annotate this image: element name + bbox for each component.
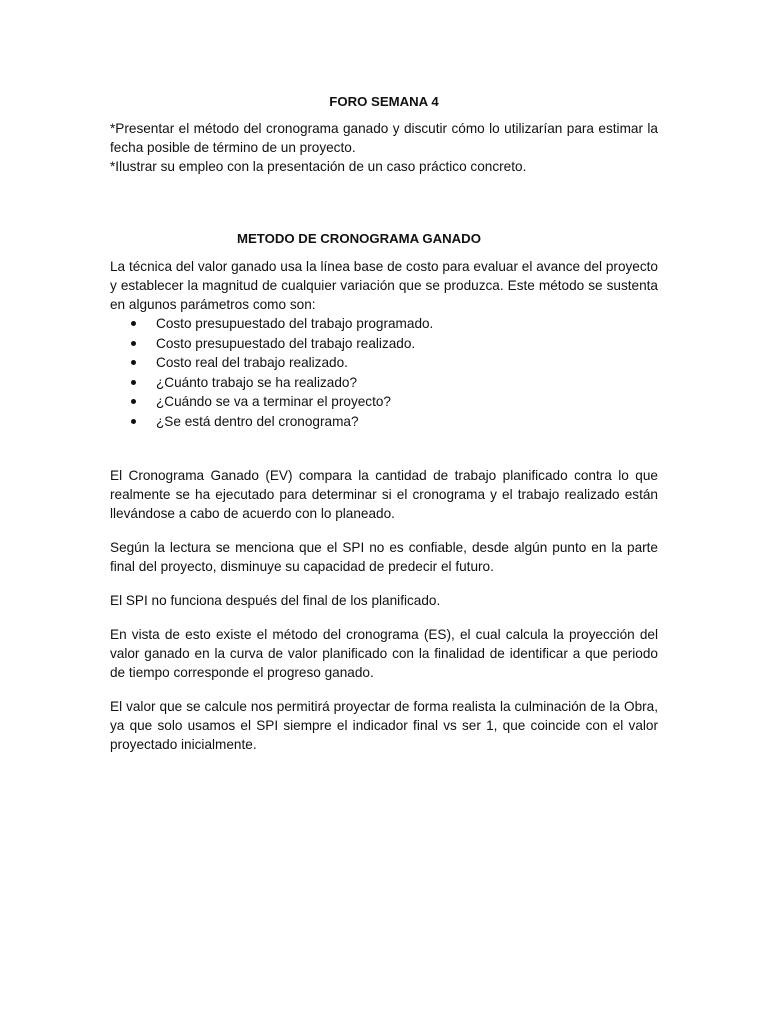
document-body <box>110 92 658 754</box>
bullet-icon <box>131 399 136 404</box>
section-title: METODO DE CRONOGRAMA GANADO <box>237 231 481 246</box>
list-item <box>110 373 658 393</box>
list-item-text: ¿Cuándo se va a terminar el proyecto? <box>156 394 391 409</box>
task-2: *Ilustrar su empleo con la presentación de un caso práctico concreto. <box>110 159 527 174</box>
paragraph-conclusion: El valor que se calcule nos permitirá proyectar de forma realista la culminación de la Obra, ya que solo usamos el SPI siempre el indicador final vs ser 1, que coincide con el valor proyectado inicialmente. <box>110 699 658 752</box>
questions-list <box>110 373 658 432</box>
list-item <box>110 353 658 373</box>
list-item <box>110 412 658 432</box>
list-item-text: Costo real del trabajo realizado. <box>156 355 348 370</box>
paragraph-spi-reliability: Según la lectura se menciona que el SPI no es confiable, desde algún punto en la parte final del proyecto, disminuye su capacidad de predecir el futuro. <box>110 540 658 574</box>
paragraph-spi-limit: El SPI no funciona después del final de los planificado. <box>110 593 441 608</box>
intro-paragraph: La técnica del valor ganado usa la línea base de costo para evaluar el avance del proyecto y establecer la magnitud de cualquier variación que se produzca. Este método se sustenta en algunos parámetros como son: <box>110 259 658 312</box>
paragraph-es-method: En vista de esto existe el método del cronograma (ES), el cual calcula la proyección del valor ganado en la curva de valor planificado con la finalidad de identificar a que periodo de tiempo corresponde el progreso ganado. <box>110 627 658 680</box>
list-item-text: Costo presupuestado del trabajo programado. <box>156 316 434 331</box>
bullet-icon <box>131 419 136 424</box>
bullet-icon <box>131 341 136 346</box>
list-item-text: Costo presupuestado del trabajo realizado. <box>156 335 416 351</box>
bullet-icon <box>131 321 136 326</box>
list-item-text: ¿Se está dentro del cronograma? <box>156 413 359 429</box>
paragraph-earned-schedule: El Cronograma Ganado (EV) compara la cantidad de trabajo planificado contra lo que realmente se ha ejecutado para determinar si el cronograma y el trabajo realizado están llevándose a cabo de acuerdo con lo planeado. <box>110 468 658 521</box>
list-item <box>110 314 658 334</box>
task-1: *Presentar el método del cronograma ganado y discutir cómo lo utilizarían para estimar la fecha posible de término de un proyecto. <box>110 121 658 155</box>
list-item-text: ¿Cuánto trabajo se ha realizado? <box>156 374 358 390</box>
bullet-icon <box>131 360 136 365</box>
list-item <box>110 334 658 354</box>
document-title: FORO SEMANA 4 <box>329 94 439 109</box>
bullet-icon <box>131 380 136 385</box>
cost-parameters-list <box>110 314 658 373</box>
list-item <box>110 392 658 412</box>
